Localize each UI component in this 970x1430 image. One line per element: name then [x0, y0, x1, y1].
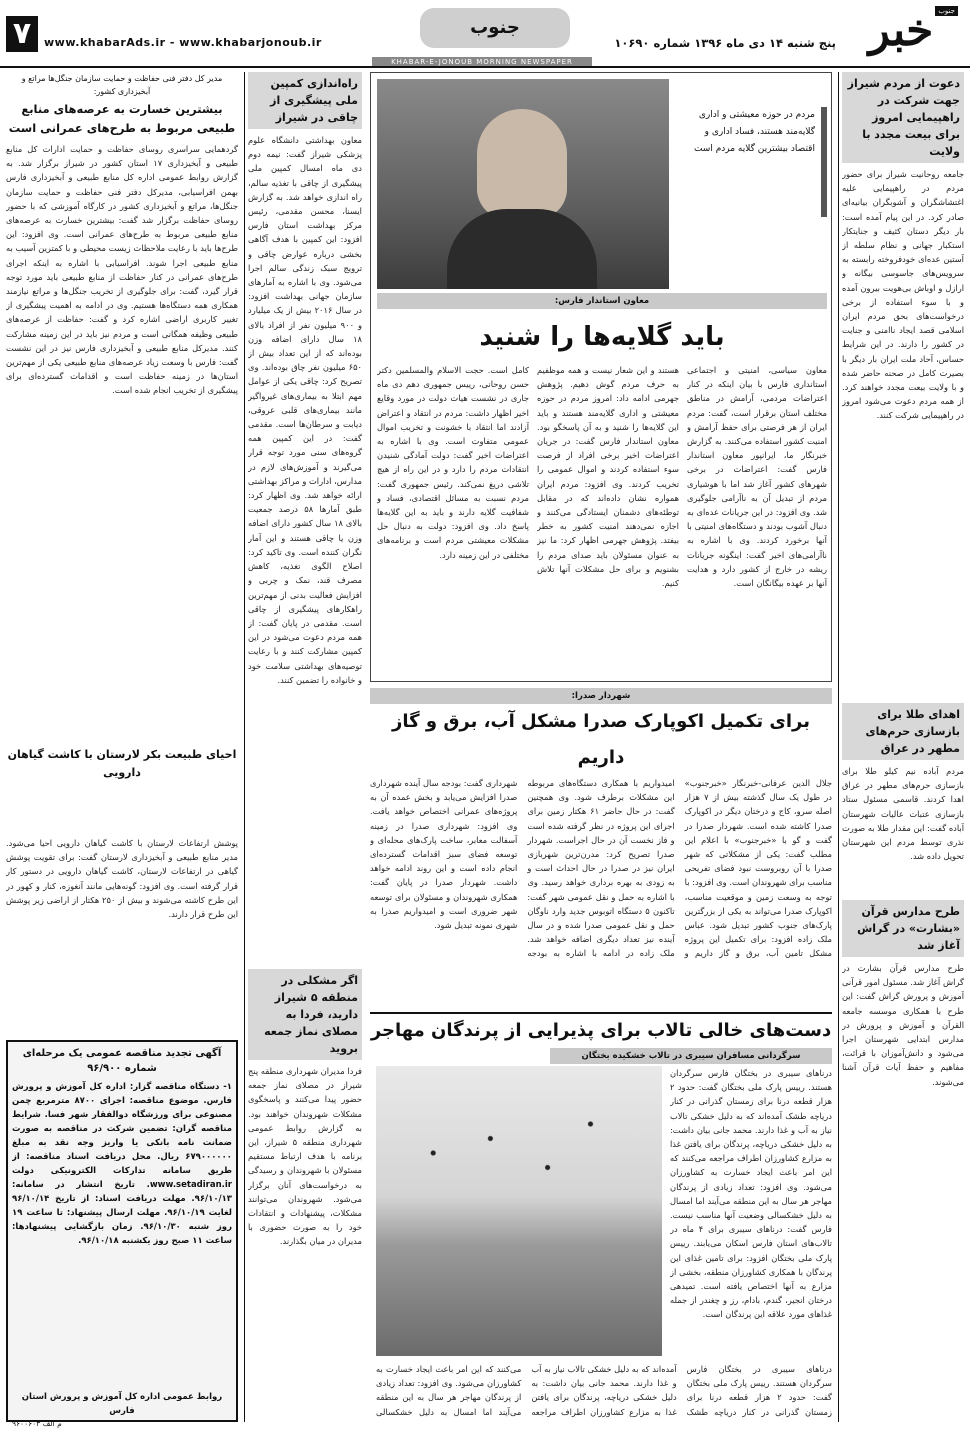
logo-text: خبر — [868, 5, 934, 56]
district-box-body: فردا مدیران شهرداری منطقه پنج شیراز در مصلای نماز جمعه حضور پیدا می‌کنند و پاسخگوی مشکلات شهروندان خواهند بود. به گزارش روابط عمومی شهرداری منطقه ۵ شیراز، این برنامه با هدف ارتباط مستقیم مسئولان با شهروندان و رسیدگی به درخواست‌های آنان برگزار می‌شود. شهروندان می‌توانند مشکلات، پیشنهادات و انتقادات خود را به صورت حضوری با مدیران در میان بگذارند. — [248, 1066, 362, 1247]
park-article — [370, 688, 832, 1008]
governor-col1: معاون سیاسی، امنیتی و اجتماعی استانداری فارس با بیان اینکه در کنار اعتراضات مردمی، آرامش در مناطق مختلف استان برقرار است، گفت: مردم ایران از هر فرصتی برای حفظ آرامش و امنیت کشور استفاده می‌کنند. به گزارش خبرنگار ما، ایرانپور معاون استاندار فارس گفت: اعتراضات در برخی شهرهای کشور آغاز شد اما با هوشیاری مردم از تبدیل آن به ناآرامی جلوگیری شد. وی افزود: در این جریانات عده‌ای به دنبال آشوب بودند و دستگاه‌های امنیتی با آنها برخورد کردند. وی با اشاره به ناآرامی‌های اخیر گفت: اینگونه جریانات ریشه در خارج از کشور دارد و هدایت آنها بر عهده بیگانگان است. — [687, 365, 827, 589]
park-body: جلال الدین عرفانی-خبرنگار «خبرجنوب» در طول یک سال گذشته بیش از ۷ هزار اصله سرو، کاج و درختان دیگر در اکوپارک صدرا کاشته شده است. شهردار صدرا در گفت و گو با «خبرجنوب» با اعلام این مطلب گفت: یکی از مشکلاتی که شهر صدرا با آن روبروست نبود فضای تفریحی مناسب برای شهروندان است. وی افزود: با توجه به وسعت زمین و موقعیت مناسب، اکوپارک صدرا می‌تواند به یکی از بزرگترین پارک‌های جنوب کشور تبدیل شود. عباس ملک زاده افزود: برای تکمیل این پروژه مشکل تامین آب، برق و گاز داریم و امیدواریم با همکاری دستگاه‌های مربوطه این مشکلات برطرف شود. وی همچنین گفت: در حال حاضر ۶۱ هکتار زمین برای اجرای این پروژه در نظر گرفته شده است و فاز نخست آن در حال اجراست. شهردار صدرا تصریح کرد: مدرن‌ترین شهربازی ایران نیز در صدرا در حال احداث است و به زودی به بهره برداری خواهد رسید. وی با اشاره به حمل و نقل عمومی شهر گفت: تاکنون ۵ دستگاه اتوبوس جدید وارد ناوگان حمل و نقل عمومی صدرا شده و در سال آینده نیز تعداد دیگری اضافه خواهد شد. ملک زاده در ادامه با اشاره به بودجه شهرداری گفت: بودجه سال آینده شهرداری صدرا افزایش می‌یابد و بخش عمده آن به پروژه‌های عمرانی اختصاص خواهد یافت. وی افزود: شهرداری صدرا در زمینه آسفالت معابر، ساخت پارک‌های محله‌ای و توسعه فضای سبز اقدامات گسترده‌ای انجام داده است و این روند ادامه خواهد داشت. شهردار صدرا در پایان گفت: همکاری شهروندان و مسئولان برای توسعه شهر ضروری است و امیدواریم صدرا به شهری نمونه تبدیل شود. — [370, 778, 832, 959]
birds-headline: دست‌های خالی تالاب برای پذیرایی از پرندگان مهاجر — [370, 1012, 832, 1048]
newspaper-logo — [838, 4, 964, 58]
tender-code: م الف ۹۶۰۰۶۰۳ — [12, 1419, 62, 1428]
quran-headline: طرح مدارس قرآن «بشارت» در گراش آغاز شد — [842, 900, 964, 957]
resources-kicker: مدیر کل دفتر فنی حفاظت و حمایت سازمان جنگل‌ها مراتع و آبخیزداری کشور: — [21, 74, 223, 96]
tender-footer: روابط عمومی اداره کل آموزش و پرورش استان فارس — [21, 1392, 223, 1416]
logo-tag: جنوب — [935, 6, 958, 16]
birds-body-end: درناهای سیبری در بختگان فارس سرگردان هستند. رییس پارک ملی بختگان گفت: حدود ۲ هزار قطعه درنا برای زمستان گذرانی در کنار دریاچه طشک آمده‌اند که به دلیل خشکی تالاب نیاز به آب و غذا دارند. محمد جانی بیان داشت: به دلیل خشکی دریاچه، پرندگان برای یافتن غذا به مزارع کشاورزان اطراف مراجعه می‌کنند که این امر باعث ایجاد خسارت به کشاورزان می‌شود. وی افزود: تعداد زیادی از پرندگان مهاجر هر سال به این منطقه می‌آیند اما امسال به دلیل خشکسالی — [376, 1364, 832, 1417]
dateline: پنج شنبه ۱۴ دی ماه ۱۳۹۶ شماره ۱۰۶۹۰ — [614, 36, 836, 50]
campaign-column — [248, 72, 362, 1422]
campaign-title: راه‌اندازی کمپین ملی پیشگیری از چاقی در شیراز — [248, 72, 362, 129]
governor-col3: کامل است. حجت الاسلام والمسلمین دکتر حسن روحانی، رییس جمهوری دهم دی ماه جاری در نشست هیات دولت در مورد وقایع اخیر اظهار داشت: مردم در انتقاد و اعتراض آزادند اما انتقاد با خشونت و تخریب اموال عمومی متفاوت است. وی با اشاره به اعتراضات اخیر گفت: دولت آمادگی شنیدن انتقادات مردم را دارد و در این راه از هیچ تلاشی دریغ نمی‌کند. رئیس جمهوری گفت: مردم نسبت به مسائل اقتصادی، فساد و شفافیت گلایه دارند و باید به این گلایه‌ها پاسخ داد. وی افزود: دولت به دنبال حل مشکلات معیشتی مردم است و برنامه‌های مختلفی در این زمینه دارد. — [377, 365, 529, 560]
park-headline: برای تکمیل اکوپارک صدرا مشکل آب، برق و گاز داریم — [392, 711, 810, 768]
header-strap: KHABAR-E-JONOUB MORNING NEWSPAPER — [372, 57, 592, 67]
gold-body: مردم آباده نیم کیلو طلا برای بازسازی حرم‌های مطهر در عراق اهدا کردند. قاسمی مسئول ستاد بازسازی عتبات عالیات شهرستان آباده گفت: این مقدار طلا به صورت نذری توسط مردم این شهرستان تحویل داده شد. — [842, 766, 964, 862]
article-headline: باید گلایه‌ها را شنید — [479, 322, 725, 352]
birds-photo — [376, 1066, 662, 1356]
resources-headline: بیشترین خسارت به عرصه‌های منابع طبیعی مربوط به طرح‌های عمرانی است — [8, 102, 236, 135]
pullquote: مردم در حوزه معیشتی و اداری گلایه‌مند هستند، فساد اداری و اقتصاد بیشترین گلایه مردم است — [679, 107, 827, 217]
resources-article — [6, 72, 238, 832]
larestan-headline: احیای طبیعت بکر لارستان با کاشت گیاهان دارویی — [7, 748, 237, 779]
tender-body: ۱- دستگاه مناقصه گزار: اداره کل آموزش و پرورش فارس. موضوع مناقصه: اجرای ۸۷۰۰ مترمربع چمن مصنوعی برای ورزشگاه دوالفقار شهر فسا. شرایط مناقصه گران: تضمین شرکت در مناقصه به صورت ضمانت نامه بانکی یا واریز وجه نقد به مبلغ ۶۷۹۰۰۰۰۰۰ ریال. محل دریافت اسناد مناقصه: از طریق سامانه تدارکات الکترونیکی دولت www.setadiran.ir. تاریخ انتشار در سامانه: ۹۶/۱۰/۱۳. مهلت دریافت اسناد: از تاریخ ۹۶/۱۰/۱۴ لغایت ۹۶/۱۰/۱۹. مهلت ارسال پیشنهاد: تا ساعت ۱۹ روز شنبه ۹۶/۱۰/۳۰. زمان بازگشایی پیشنهادها: ساعت ۱۱ صبح روز یکشنبه ۹۶/۱۰/۱۸. — [12, 1082, 232, 1246]
header-urls: www.khabarAds.ir - www.khabarjonoub.ir — [44, 36, 322, 49]
article-kicker: معاون استاندار فارس: — [377, 293, 827, 309]
tender-title: آگهی تجدید مناقصه عمومی یک مرحله‌ای شماره ۹۶/۹۰۰ — [22, 1048, 222, 1074]
district-box-title: اگر مشکلی در منطقه ۵ شیراز دارید، فردا به مصلای نماز جمعه بروید — [248, 969, 362, 1060]
campaign-body: معاون بهداشتی دانشگاه علوم پزشکی شیراز گفت: نیمه دوم دی ماه امسال کمپین ملی پیشگیری از چاقی با تغذیه سالم، راه اندازی خواهد شد. به گزارش ایسنا، محسن مقدمی، رئیس مرکز بهداشت استان فارس افزود: این کمپین با هدف آگاهی بخشی درباره عوارض چاقی و ترویج سبک زندگی سالم اجرا می‌شود. وی با اشاره به آمارهای سازمان جهانی بهداشت افزود: در سال ۲۰۱۶ بیش از یک میلیارد و ۹۰۰ میلیون نفر از افراد بالای ۱۸ سال دارای اضافه وزن بوده‌اند که از این تعداد بیش از ۶۵۰ میلیون نفر چاق بوده‌اند. وی تصریح کرد: چاقی یکی از عوامل مهم ابتلا به بیماری‌های غیرواگیر مانند بیماری‌های قلبی عروقی، دیابت و سرطان‌ها است. مقدمی گفت: در این کمپین همه گروه‌های سنی مورد توجه قرار می‌گیرند و آموزش‌های لازم در مدارس، ادارات و مراکز بهداشتی ارائه خواهد شد. وی اظهار کرد: طبق آمارها ۵۸ درصد جمعیت بالای ۱۸ سال کشور دارای اضافه وزن یا چاقی هستند و این آمار نگران کننده است. وی تاکید کرد: اصلاح الگوی تغذیه، کاهش مصرف قند، نمک و چربی و افزایش فعالیت بدنی از مهم‌ترین راهکارهای پیشگیری از چاقی است. مقدمی در پایان گفت: از همه مردم دعوت می‌شود در این کمپین مشارکت کنند و با رعایت توصیه‌های بهداشتی سلامت خود و خانواده را تضمین کنند. — [248, 135, 362, 685]
tender-ad — [6, 1040, 238, 1428]
page-number: ۷ — [6, 16, 38, 52]
larestan-body: پوشش ارتفاعات لارستان با کاشت گیاهان دارویی احیا می‌شود. مدیر منابع طبیعی و آبخیزداری لارستان گفت: برای تقویت پوشش گیاهی در ارتفاعات لارستان، کاشت گیاهان دارویی در دستور کار قرار گرفته است. وی افزود: گونه‌هایی مانند آنغوزه، کنار و کهور در این طرح کاشته می‌شوند و بیش از ۲۵۰ هکتار از اراضی زیر پوشش این طرح قرار دارند. — [6, 838, 238, 920]
column-rule-2 — [244, 72, 245, 1422]
sidebar-body: جامعه روحانیت شیراز برای حضور مردم در راهپیمایی علیه اغتشاشگران و آشوبگران بیانیه‌ای صادر کرد. در این پیام آمده است: بار دیگر دستان کثیف و جنایتکار استکبار جهانی و نظام سلطه از آستین عده‌ای خودفروخته رابسته به سرویس‌های جاسوسی بیگانه و ارازل و اوباش بی‌هویت بیرون آمده و با سوء استفاده از برخی درخواست‌های بحق مردم ایران اسلامی قصد ایجاد ناامنی و جنایت در کشور را دارند. در این شرایط حساس، آحاد ملت ایران بار دیگر با بصیرت کامل در صحنه حاضر شده و با ولایت بیعت مجدد خواهند کرد. از همه مردم دعوت می‌شود امروز در راهپیمایی شرکت کنند. — [842, 169, 964, 421]
birds-caption: سرگردانی مسافران سیبری در تالاب خشکیده بختگان — [550, 1048, 832, 1064]
birds-body: درناهای سیبری در بختگان فارس سرگردان هستند. رییس پارک ملی بختگان گفت: حدود ۲ هزار قطعه درنا برای زمستان گذرانی در کنار دریاچه طشک آمده‌اند که به دلیل خشکی تالاب نیاز به آب و غذا دارند. محمد جانی بیان داشت: به دلیل خشکی دریاچه، پرندگان برای یافتن غذا به مزارع کشاورزان اطراف مراجعه می‌کنند که این امر باعث ایجاد خسارت به کشاورزان می‌شود. وی افزود: تعداد زیادی از پرندگان مهاجر هر سال به این منطقه می‌آیند اما امسال به دلیل خشکسالی وضعیت آنها مناسب نیست. فارس گفت: درناهای سیبری برای ۴ ماه در تالاب‌های استان فارس اسکان می‌یابند. رییس پارک ملی بختگان افزود: برای تامین غذای این پرندگان با همکاری کشاورزان منطقه، بخشی از مزارع به آنها اختصاص یافته است. تمیدهی درختان انجیر، گندم، بادام، رز و چغندر از جمله غذاهای مورد علاقه این پرندگان است. — [670, 1068, 832, 1320]
gold-headline: اهدای طلا برای بازسازی حرم‌های مطهر در عراق — [842, 703, 964, 760]
quran-body: طرح مدارس قرآن بشارت در گراش آغاز شد. مسئول امور قرآنی آموزش و پرورش گراش گفت: این طرح با همکاری موسسه جامعه القرآن و آموزش و پرورش در مدارس ابتدایی شهرستان اجرا می‌شود و دانش‌آموزان با قرائت، مفاهیم و حفظ آیات قرآن آشنا می‌شوند. — [842, 963, 964, 1087]
resources-body: گردهمایی سراسری روسای حفاظت و حمایت ادارات کل منابع طبیعی و آبخیزداری ۱۷ استان کشور در شیراز برگزار شد. به گزارش روابط عمومی اداره کل منابع طبیعی و آبخیزداری فارس بهمن افراسیابی، مدیرکل دفتر فنی حفاظت و حمایت سازمان جنگل‌ها، مراتع و آبخیزداری کشور در کارگاه آموزشی که با حضور روسای حفاظت برگزار شد گفت: بیشترین خسارت به عرصه‌های منابع طبیعی مربوط به طرح‌های عمرانی است. وی افزود: این طرح‌ها باید با رعایت ملاحظات زیست محیطی و با کمترین آسیب به منابع طبیعی اجرا شوند. افراسیابی با اشاره به اینکه اجرای طرح‌های عمرانی در کنار حفاظت از منابع طبیعی باید مورد توجه قرار گیرد، گفت: برای جلوگیری از تخریب جنگل‌ها و مراتع نیازمند همکاری همه دستگاه‌ها هستیم. وی در ادامه به اهمیت پیشگیری از تغییر کاربری اراضی اشاره کرد و گفت: حفاظت از عرصه‌های طبیعی وظیفه همگانی است و مردم نیز باید در این زمینه مشارکت کنند. مدیرکل منابع طبیعی و آبخیزداری فارس نیز در این نشست گفت: فارس با وسعت زیاد عرصه‌های منابع طبیعی یکی از مهم‌ترین استان‌ها در زمینه حفاظت است و اقدامات گسترده‌ای برای پیشگیری از تخریب انجام شده است. — [6, 144, 238, 396]
column-rule — [838, 72, 839, 1422]
sidebar-headline: دعوت از مردم شیراز جهت شرکت در راهپیمایی امروز برای بیعت مجدد با ولایت — [842, 72, 964, 163]
header-rule — [0, 66, 970, 68]
governor-article — [370, 72, 832, 682]
right-sidebar — [842, 72, 964, 1422]
section-title: جنوب — [420, 8, 570, 48]
official-photo — [377, 79, 669, 289]
governor-col2: هستند و این شعار نیست و همه موظفیم به حرف مردم گوش دهیم. پژوهش جهرمی ادامه داد: امروز مردم در حوزه معیشتی و اداری گلایه‌مند هستند و باید این گلایه‌ها را شنید و به آن پاسخگو بود. معاون استاندار فارس گفت: در جریان اعتراضات اخیر برخی افراد از فرصت سوء استفاده کردند و اموال عمومی را تخریب کردند. وی افزود: مردم ایران همواره نشان داده‌اند که در مقابل توطئه‌های دشمنان ایستادگی می‌کنند و اجازه نمی‌دهند امنیت کشور به خطر بیفتد. پژوهش جهرمی اظهار کرد: ما نیز به عنوان مسئولان باید صدای مردم را بشنویم و برای حل مشکلات آنها تلاش کنیم. — [537, 365, 679, 589]
birds-article — [370, 1012, 832, 1422]
park-kicker: شهردار صدرا: — [370, 688, 832, 704]
